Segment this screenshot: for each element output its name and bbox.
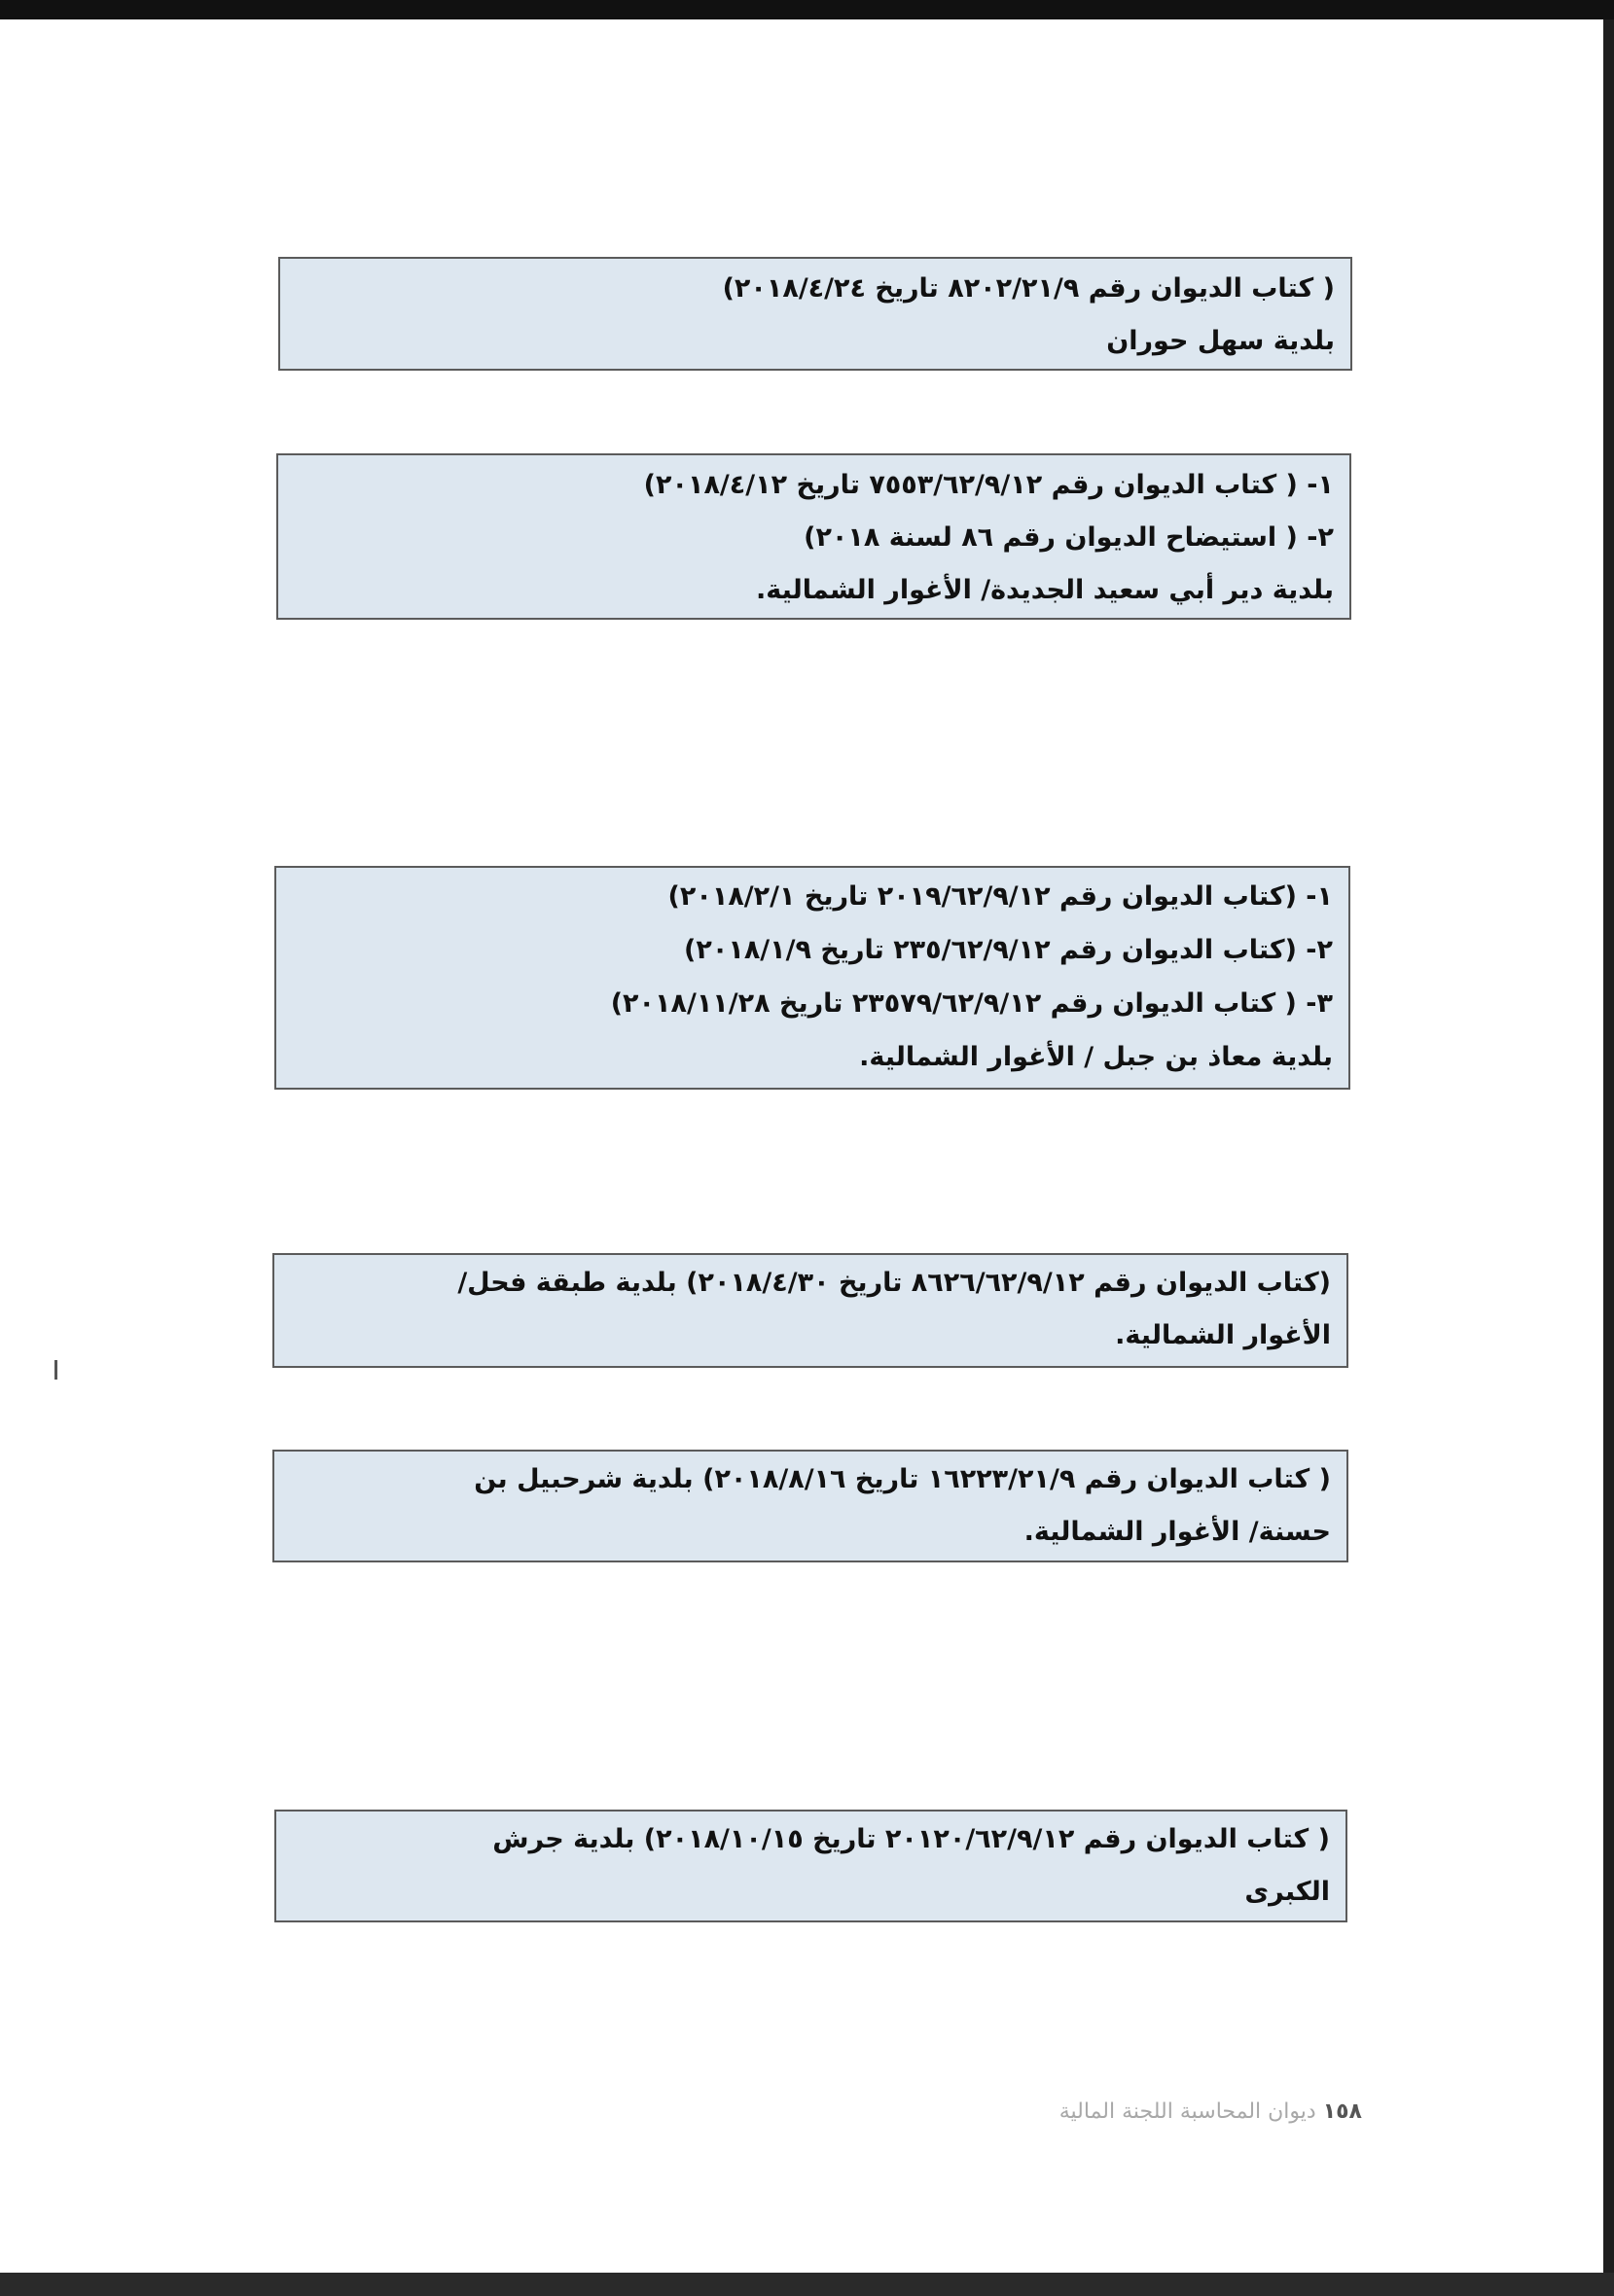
- municipality-line: الكبرى: [1244, 1877, 1330, 1907]
- reference-line: ٢- (كتاب الديوان رقم ٢٣٥/٦٢/٩/١٢ تاريخ ٢٠١٨/١/٩): [684, 935, 1333, 965]
- scan-top-edge: [0, 0, 1614, 19]
- reference-box-deir-abi-said: [276, 453, 1351, 620]
- scan-bottom-edge: [0, 2273, 1614, 2296]
- reference-line: ١- ( كتاب الديوان رقم ٧٥٥٣/٦٢/٩/١٢ تاريخ ٢٠١٨/٤/١٢): [643, 470, 1334, 500]
- scan-mark: [54, 1360, 57, 1380]
- municipality-line: بلدية دير أبي سعيد الجديدة/ الأغوار الشمالية.: [756, 575, 1334, 605]
- reference-box-greater-jerash: [274, 1810, 1347, 1922]
- reference-line: ( كتاب الديوان رقم ٨٢٠٢/٢١/٩ تاريخ ٢٠١٨/٤/٢٤): [722, 273, 1335, 304]
- reference-box-sahl-horan: [278, 257, 1352, 371]
- reference-line: ٢- ( استيضاح الديوان رقم ٨٦ لسنة ٢٠١٨): [804, 522, 1334, 553]
- reference-box-muath-bin-jabal: [274, 866, 1350, 1090]
- page-footer: [778, 2099, 1362, 2138]
- scan-right-edge: [1603, 19, 1614, 2273]
- reference-box-shurhabil-bin-hasna: [272, 1450, 1348, 1562]
- reference-line: ( كتاب الديوان رقم ١٦٢٢٣/٢١/٩ تاريخ ٢٠١٨/٨/١٦) بلدية شرحبيل بن: [474, 1464, 1331, 1494]
- municipality-line: بلدية سهل حوران: [1106, 326, 1335, 356]
- municipality-line: بلدية معاذ بن جبل / الأغوار الشمالية.: [859, 1042, 1333, 1072]
- reference-line: ١- (كتاب الديوان رقم ٢٠١٩/٦٢/٩/١٢ تاريخ ٢٠١٨/٢/١): [667, 881, 1333, 912]
- reference-line: ٣- ( كتاب الديوان رقم ٢٣٥٧٩/٦٢/٩/١٢ تاريخ ٢٠١٨/١١/٢٨): [610, 988, 1333, 1019]
- reference-box-tabaqet-fahel: [272, 1253, 1348, 1368]
- reference-line: ( كتاب الديوان رقم ٢٠١٢٠/٦٢/٩/١٢ تاريخ ٢٠١٨/١٠/١٥) بلدية جرش: [492, 1824, 1330, 1854]
- page-number: ١٥٨: [1322, 2099, 1362, 2124]
- municipality-line: الأغوار الشمالية.: [1115, 1320, 1331, 1350]
- municipality-line: حسنة/ الأغوار الشمالية.: [1023, 1517, 1331, 1547]
- footer-text: ديوان المحاسبة اللجنة المالية: [1058, 2099, 1316, 2124]
- reference-line: (كتاب الديوان رقم ٨٦٢٦/٦٢/٩/١٢ تاريخ ٢٠١٨/٤/٣٠) بلدية طبقة فحل/: [457, 1268, 1331, 1298]
